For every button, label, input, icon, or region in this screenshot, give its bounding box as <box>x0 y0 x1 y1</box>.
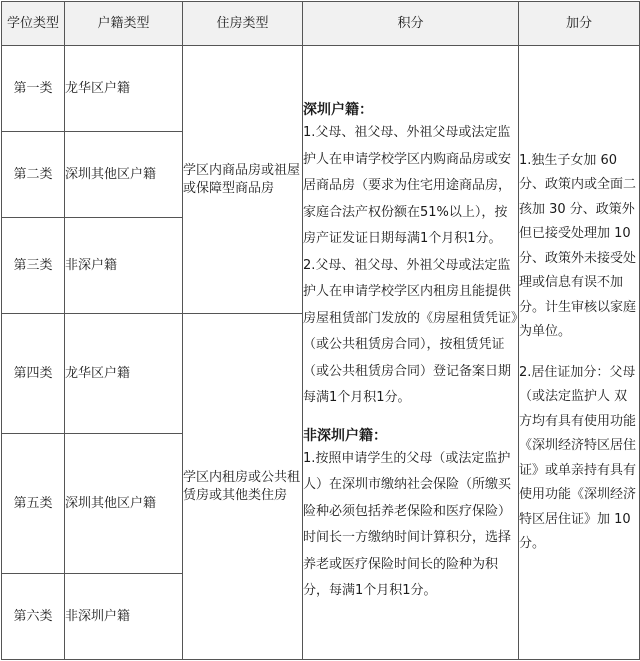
header-housing: 住房类型 <box>183 2 303 46</box>
header-row <box>2 2 640 46</box>
category-cell: 第四类 <box>2 314 65 434</box>
score-shenzhen-title: 深圳户籍： <box>303 102 373 119</box>
bonus-rule-1: 1.独生子女加 60 分、政策内或全面二孩加 30 分、政策外但已接受处理加 10 分、政策外未接受处理或信息有误不加分。计生审核以家庭为单位。 <box>519 152 637 339</box>
admission-points-table <box>1 1 640 660</box>
score-shenzhen-rule-2: 2.父母、祖父母、外祖父母或法定监护人在申请学校学区内租房且能提供房屋租赁部门发放的《房屋租赁凭证》（或公共租赁房合同），按租赁凭证（或公共租赁房合同）登记备案日期每满1个月积1分。 <box>303 257 518 406</box>
score-nonsz-rule-1: 1.按照申请学生的父母（或法定监护人）在深圳市缴纳社会保险（所缴买险种必须包括养老保险和医疗保险）时间长一方缴纳时间计算积分，选择养老或医疗保险时间长的险种为积分，每满1个月积1分。 <box>303 450 512 599</box>
header-bonus: 加分 <box>519 2 640 46</box>
bonus-rule-2: 2.居住证加分：父母（或法定监护人 双方均有具有使用功能《深圳经济特区居住证》或单亲持有具有使用功能《深圳经济特区居住证》加 10 分。 <box>519 364 637 551</box>
header-hukou: 户籍类型 <box>65 2 183 46</box>
bonus-cell <box>519 46 640 660</box>
hukou-cell: 深圳其他区户籍 <box>65 132 183 218</box>
score-cell <box>303 46 519 660</box>
category-cell: 第五类 <box>2 434 65 574</box>
category-cell: 第三类 <box>2 218 65 314</box>
category-cell: 第二类 <box>2 132 65 218</box>
hukou-cell: 龙华区户籍 <box>65 314 183 434</box>
score-nonsz-title: 非深圳户籍： <box>303 427 387 444</box>
hukou-cell: 非深户籍 <box>65 218 183 314</box>
housing-rented-cell: 学区内租房或公共租赁房或其他类住房 <box>183 314 303 660</box>
table-row <box>2 46 640 132</box>
hukou-cell: 龙华区户籍 <box>65 46 183 132</box>
score-shenzhen-rule-1: 1.父母、祖父母、外祖父母或法定监护人在申请学校学区内购商品房或安居商品房（要求为住宅用途商品房，家庭合法产权份额在51%以上），按房产证发证日期每满1个月积1分。 <box>303 125 512 247</box>
hukou-cell: 深圳其他区户籍 <box>65 434 183 574</box>
header-score: 积分 <box>303 2 519 46</box>
hukou-cell: 非深圳户籍 <box>65 574 183 660</box>
housing-owned-cell: 学区内商品房或祖屋或保障型商品房 <box>183 46 303 314</box>
category-cell: 第六类 <box>2 574 65 660</box>
category-cell: 第一类 <box>2 46 65 132</box>
header-category: 学位类型 <box>2 2 65 46</box>
